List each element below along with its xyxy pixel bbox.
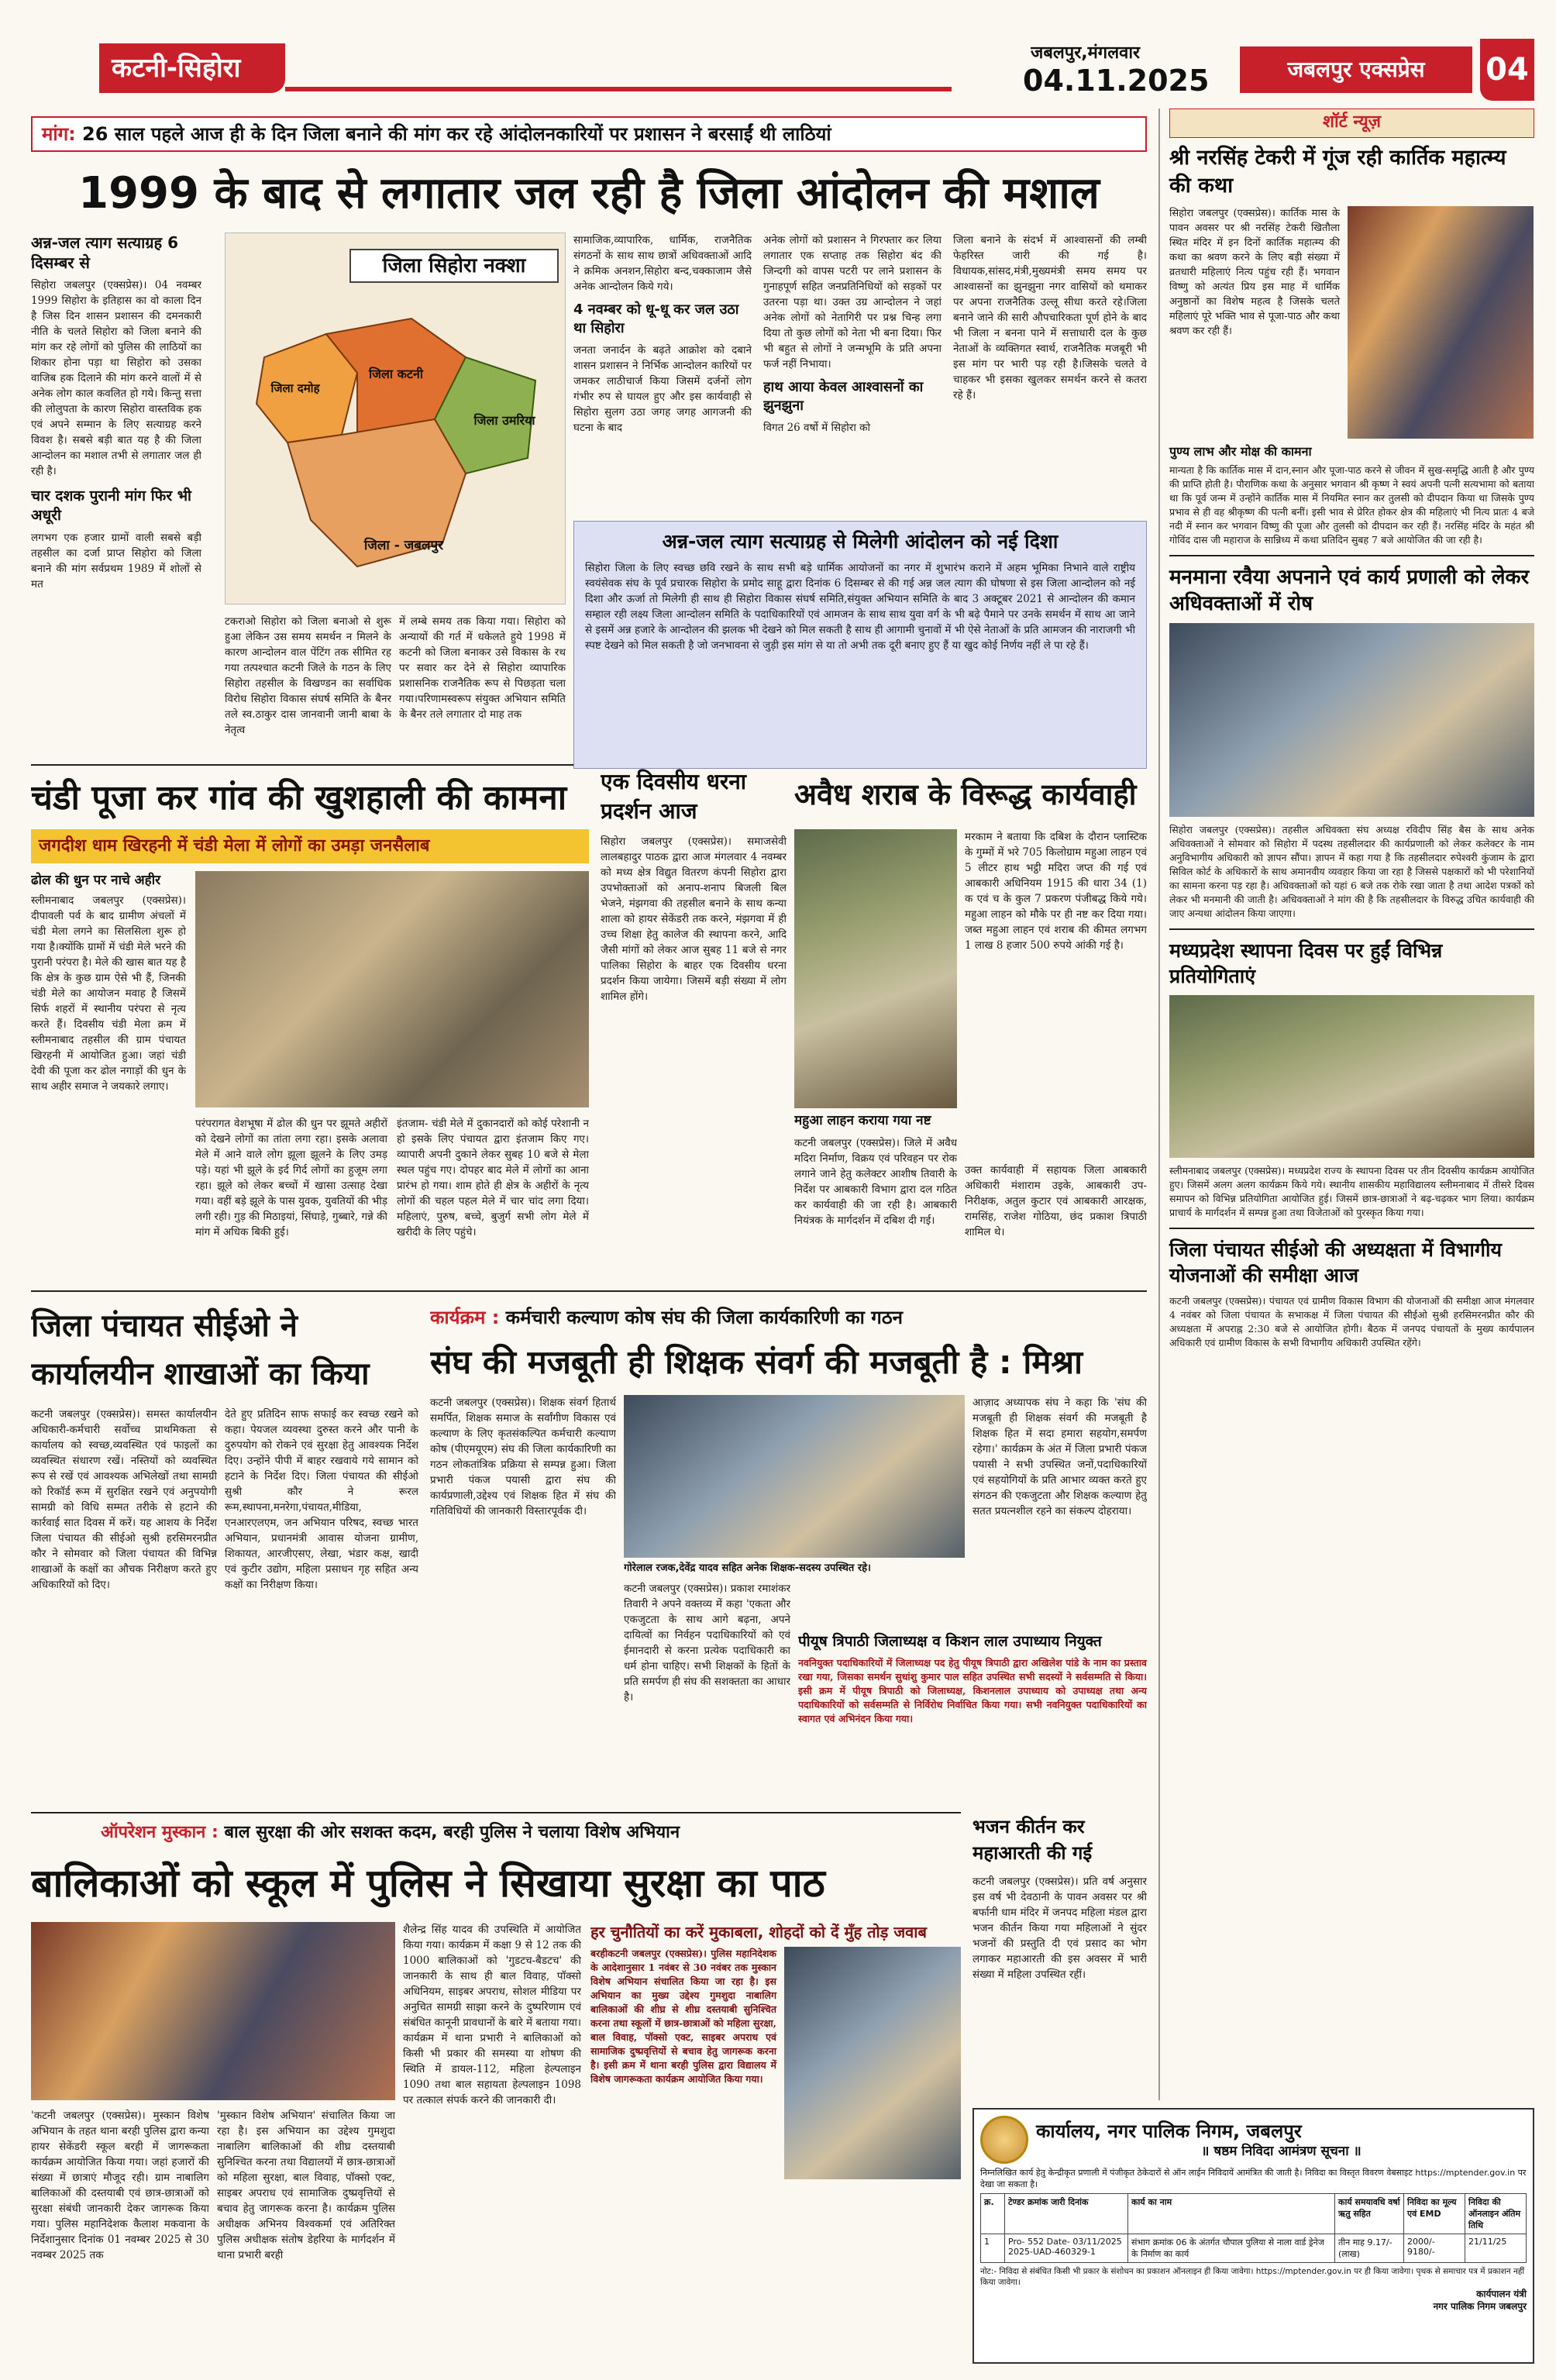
tender-cell-sn: 1 <box>981 2234 1005 2263</box>
lead-kicker-line <box>33 118 1145 150</box>
lead-col2-text: टकराओ सिहोरा को जिला बनाओ से शुरू हुआ लेकिन उस समय समर्थन न मिलने के कारण आन्दोलन वाल पेंटिंग तक सीमित रह गया तत्पश्चात कटनी जिले के गठन के लिए सिहोरा तहसील के विखण्डन का सर्वाधिक विरोध सिहोरा विकास संघर्ष समिति के बैनर तले स्व.ठाकुर दास जानवानी जानी बाबा के नेतृत्व <box>225 615 391 736</box>
lead-col5-text: अनेक लोगों को प्रशासन ने गिरफ्तार कर लिया लगातार एक सप्ताह तक सिहोरा बंद की जिन्दगी को वापस पटरी पर लाने प्रशासन के गुनाहपूर्ण सहित जनप्रतिनिधियों को सड़कों पर उतरना पड़ा था। उक्त उग्र आन्दोलन ने जहां अनेक लोगों को नेतागिरी पर प्रश्न चिन्ह लगा दिया तो कुछ लोगों को नेता भी बना दिया। फिर भी बहुत से लोगों ने जन्मभूमि के प्रति अपना फर्ज नहीं निभाया। <box>763 234 942 370</box>
tender-cell-cost: 2000/- 9180/- <box>1404 2234 1465 2263</box>
lead-col-4 <box>573 232 752 511</box>
masthead <box>0 0 1556 108</box>
chandi-sub: ढोल की धुन पर नाचे अहीर <box>31 873 161 888</box>
lead-sub-burning: 4 नवम्बर को धू-धू कर जल उठा था सिहोरा <box>573 301 739 336</box>
chandi-col-1 <box>31 871 186 1336</box>
teachers-headline: संघ की मजबूती ही शिक्षक संवर्ग की मजबूती है : मिश्रा <box>430 1343 1083 1381</box>
muskan-kicker <box>101 1817 961 1848</box>
teachers-col3-text: आज़ाद अध्यापक संघ ने कहा कि 'संघ की मजबूती ही शिक्षक संवर्ग की मजबूती है शिक्षक हित में सदा हमारा सहयोग,समर्पण रहेगा।' कार्यक्रम के अंत में जिला प्रभारी पंकज पयासी ने सभी उपस्थित जनों,पदाधिकारियों एवं सहयोगियों के प्रति आभार व्यक्त करते हुए संगठन की एकजुटता और शिक्षक कल्याण हेतु सतत प्रयत्नशील रहने का संकल्प दोहराया। <box>972 1397 1147 1517</box>
lead-sub-assurance: हाथ आया केवल आश्वासनों का झुनझुना <box>763 379 924 414</box>
tender-col-5: निविदा का मूल्य एवं EMD <box>1404 2194 1465 2234</box>
bhajan-headline: भजन कीर्तन कर महाआरती की गई <box>972 1816 1093 1864</box>
liquor-photo <box>794 829 957 1108</box>
appointment-headline: पीयूष त्रिपाठी जिलाध्यक्ष व किशन लाल उपाध्याय नियुक्त <box>798 1633 1102 1650</box>
muskan-col2-text: 'मुस्कान विशेष अभियान' संचालित किया जा रहा है। इस अभियान का उद्देश्य गुमशुदा नाबालिग बालिकाओं की शीघ्र दस्तयाबी सुनिश्चित करना तथा विद्यालयों में छात्र-छात्राओं को महिला सुरक्षा, बाल विवाह, पॉक्सो एक्ट, साइबर अपराध एवं सामाजिक दुष्प्रवृत्तियों से बचाव हेतु जागरूक करना है। कार्यक्रम पुलिस अधीक्षक अभिनय विश्वकर्मा एवं अतिरिक्त पुलिस अधीक्षक संतोष डेहरिया के मार्गदर्शन में थाना प्रभारी बरही <box>217 2110 395 2261</box>
ceo-headline: जिला पंचायत सीईओ ने कार्यालयीन शाखाओं का किया <box>31 1308 370 1392</box>
divider-ceo <box>31 1290 1147 1292</box>
teachers-col1-text: कटनी जबलपुर (एक्सप्रेस)। शिक्षक संवर्ग हितार्थ समर्पित, शिक्षक समाज के सर्वांगीण विकास एवं कल्याण के लिए कृतसंकल्पित कर्मचारी कल्याण कोष (पीएमयूएम) संघ की जिला कार्यकारिणी का गठन लोकतांत्रिक प्रक्रिया से सम्पन्न हुआ। जिला प्रभारी पंकज पयासी द्वारा संघ की कार्यप्रणाली,उद्देश्य एवं शिक्षक हित में संघ की गतिविधियों की जानकारी विस्तारपूर्वक दी। <box>430 1397 616 1517</box>
muskan-col-1 <box>31 2108 209 2364</box>
appointment-box <box>798 1631 1147 1817</box>
tender-cell-period: तीन माह 9.17/- (लाख) <box>1335 2234 1404 2263</box>
protest-story <box>601 767 787 1333</box>
muskan-kicker-text: बाल सुरक्षा की ओर सशक्त कदम, बरही पुलिस ने चलाया विशेष अभियान <box>224 1823 680 1842</box>
kartik-headline: श्री नरसिंह टेकरी में गूंज रही कार्तिक महात्म्य की कथा <box>1169 146 1506 198</box>
divider-muskan <box>31 1812 961 1813</box>
muskan-col4-row <box>590 1947 961 2179</box>
ceo-col1-text: कटनी जबलपुर (एक्सप्रेस)। समस्त कार्यालयीन अधिकारी-कर्मचारी सर्वोच्च प्राथमिकता से कार्यालय को स्वच्छ,व्यवस्थित एवं फाइलों का व्यवस्थित संधारण रखें। नस्तियों को व्यवस्थित रूप से रखें एवं आवश्यक अभिलेखों तथा सामग्री को रिकॉर्ड रूम में सुरक्षित रखने एवं अनुपयोगी सामग्री को विधि सम्मत तरीके से हटाने की कार्रवाई सात दिवस में करें। यह आशय के निर्देश जिला पंचायत की सीईओ सुश्री हरसिमरनप्रीत कौर ने सोमवार को जिला पंचायत की विभिन्न शाखाओं के कक्षों का औचक निरीक्षण करते हुए अधिकारियों को दिए। <box>31 1408 217 1591</box>
tender-intro: निम्नलिखित कार्य हेतु केन्द्रीकृत प्रणाली में पंजीकृत ठेकेदारों से ऑन लाईन निविदायें आमंत्रित की जाती है। निविदा का विस्तृत विवरण वेबसाइट https://mptender.gov.in पर देखा जा सकता है। <box>980 2168 1527 2189</box>
liquor-col2-text: कटनी जबलपुर (एक्सप्रेस)। जिले में अवैध मदिरा निर्माण, विक्रय एवं परिवहन पर रोक लगाने जाने हेतु कलेक्टर आशीष तिवारी के निर्देश पर आबकारी विभाग द्वारा दल गठित कर कार्यवाही की जा रही है। आबकारी नियंत्रक के मार्गदर्शन में दबिश दी गई। <box>794 1137 957 1227</box>
mpday-photo <box>1169 995 1534 1158</box>
teachers-kicker <box>430 1302 1147 1333</box>
muskan-headline: बालिकाओं को स्कूल में पुलिस ने सिखाया सुरक्षा का पाठ <box>31 1861 825 1906</box>
chandi-col1-text: स्लीमनाबाद जबलपुर (एक्सप्रेस)। दीपावली पर्व के बाद ग्रामीण अंचलों में चंडी मेला लगने का सिलसिला शुरू हो गया है।क्योंकि ग्रामों में चंडी मेले भरने की पुरानी परंपरा है। मेले की खास बात यह है कि क्षेत्र के कुछ ग्राम ऐसे भी हैं, जिनकी चंडी मेले का आयोजन मवाह है जिसमें सिर्फ शहरों में स्थानीय परंपरा से नृत्य करते हैं। दिवसीय चंडी मेला क्रम में स्लीमनाबाद तहसील की ग्राम पंचायत खिरहनी में आयोजित हुआ। जहां चंडी देवी की पूजा कर ढोल नगाड़ों की धुन के साथ अहीर समाज ने जयकारे लगाए। <box>31 894 186 1093</box>
lead-col-5 <box>763 232 942 511</box>
map-label-jabalpur: जिला - जबलपुर <box>363 538 444 553</box>
ceo-col-2 <box>225 1407 418 1810</box>
advocates-photo <box>1169 623 1534 817</box>
chandi-headline: चंडी पूजा कर गांव की खुशहाली की कामना <box>31 778 567 818</box>
short-news-rail <box>1158 108 1534 2100</box>
appointment-text: नवनियुक्त पदाधिकारियों में जिलाध्यक्ष पद हेतु पीयूष त्रिपाठी द्वारा अखिलेश पांडे के नाम का प्रस्ताव रखा गया, जिसका समर्थन सुधांशु कुमार पाल सहित उपस्थित सभी सदस्यों ने सर्वसम्मति से किया। इसी क्रम में पीयूष त्रिपाठी को जिलाध्यक्ष, किशनलाल उपाध्याय को उपाध्यक्ष तथा अन्य पदाधिकारियों को सर्वसम्मति से निर्विरोध निर्वाचित किया गया। सभी नवनियुक्त पदाधिकारियों का स्वागत एवं अभिनंदन किया गया। <box>798 1657 1147 1724</box>
liquor-headline: अवैध शराब के विरूद्ध कार्यवाही <box>794 777 1137 811</box>
kartik-text: सिहोरा जबलपुर (एक्सप्रेस)। कार्तिक मास के पावन अवसर पर श्री नरसिंह टेकरी खितौला स्थित मंदिर में इन दिनों कार्तिक महात्म्य की कथा का श्रवण करने के लिए बड़ी संख्या में व्रतधारी महिलाएं नित्य पहुंच रही हैं। भगवान विष्णु को अत्यंत प्रिय इस माह में धार्मिक अनुष्ठानों का विशेष महत्व है जिसके चलते महिलाएं पूरे भक्ति भाव से पूजा-पाठ और कथा श्रवण कर रही हैं। <box>1169 208 1340 337</box>
short-news-header <box>1169 108 1534 138</box>
tender-signature <box>980 2288 1527 2313</box>
page-number-text: 04 <box>1485 52 1529 88</box>
tender-col-3: कार्य का नाम <box>1128 2194 1335 2234</box>
lead-col6-text: जिला बनाने के संदर्भ में आश्वासनों की लम्बी फेहरिस्त जारी की गई है।विधायक,सांसद,मंत्री,मुख्यमंत्री समय समय पर आश्वासनों का झुनझुना नगर वासियों को थमाकर पर अपना राजनैतिक उल्लू सीधा करते रहे।जिला बनाने जाने की सारी औपचारिकता पूर्ण होने के बाद भी जिला न बनना पाने में सत्ताधारी दल के कुछ नेताओं के व्यक्तिगत स्वार्थ, राजनैतिक मजबूरी भी इस मांग पर भारी पड़ रही है।जिसके चलते वे चाहकर भी इसका खुलकर समर्थन करने से कतरा रहे हैं। <box>953 234 1147 401</box>
chandi-col3-text: इंतजाम- चंडी मेले में दुकानदारों को कोई परेशानी न हो इसके लिए पंचायत द्वारा इंतजाम किए गए। व्यापारी अपनी दुकाने लेकर सुबह 10 बजे से मेला स्थल पहुंच गए। दोपहर बाद मेले में लोगों का आना प्रारंभ हो गया। शाम होते ही क्षेत्र के अहीरों के नृत्य लोगों की चहल पहल मेले में चार चांद लगा दिया। महिलाएं, पुरुष, बच्चे, बुजुर्ग सभी लोग मेले में खरीदी के लिए पहुंचे। <box>397 1118 589 1238</box>
lead-sub-fast: अन्न-जल त्याग सत्याग्रह 6 दिसम्बर से <box>31 233 179 272</box>
muskan-col-4 <box>590 1922 961 2364</box>
section-title: कटनी-सिहोरा <box>112 53 241 84</box>
lead-kicker-label: मांग: <box>42 123 76 145</box>
red-rule-left <box>285 87 952 91</box>
city-day: जबलपुर,मंगलवार <box>1031 43 1141 63</box>
mpday-text: स्लीमनाबाद जबलपुर (एक्सप्रेस)। मध्यप्रदेश राज्य के स्थापना दिवस पर तीन दिवसीय कार्यक्रम आयोजित हुए। जिसमें अलग अलग कार्यक्रम किये गये। स्थानीय शासकीय महाविद्यालय स्लीमनाबाद में तीसरे दिवस समापन को विभिन्न प्रतियोगिता आयोजित हुई। जिसमें छात्र-छात्राओं ने बढ़-चढ़कर भाग लिया। कार्यक्रम प्राचार्य के मार्गदर्शन में सम्पन्न हुआ तथा विजेताओं को पुरस्कृत किया गया। <box>1169 1165 1534 1218</box>
bhajan-story <box>972 1813 1147 2108</box>
teachers-kicker-label: कार्यक्रम : <box>430 1307 500 1328</box>
kartik-sub: पुण्य लाभ और मोक्ष की कामना <box>1169 444 1312 459</box>
divider-review <box>1169 1228 1534 1229</box>
teachers-col-2 <box>624 1581 790 1813</box>
chandi-band-text: जगदीश धाम खिरहनी में चंडी मेला में लोगों का उमड़ा जनसैलाब <box>39 836 430 856</box>
protest-headline: एक दिवसीय धरना प्रदर्शन आज <box>601 769 747 824</box>
tender-sign-1: कार्यपालन यंत्री <box>1476 2289 1527 2299</box>
tender-header-row <box>981 2194 1527 2234</box>
teachers-caption: गोरेलाल रजक,देवेंद्र यादव सहित अनेक शिक्षक-सदस्य उपस्थित रहे। <box>624 1562 871 1574</box>
lead-col5b-text: विगत 26 वर्षो में सिहोरा को <box>763 422 870 434</box>
tender-office: कार्यालय, नगर पालिक निगम, जबलपुर <box>1036 2120 1302 2142</box>
lead-box-text: सिहोरा जिला के लिए स्वच्छ छवि रखने के साथ सभी बड़े धार्मिक आयोजनों का नगर में शुभारंभ कराने में अहम भूमिका निभाने वाले राष्ट्रीय स्वयंसेवक संघ के पूर्व प्रचारक सिहोरा के प्रमोद साहू द्वारा दिनांक 6 दिसम्बर से की गई अन्न जल त्याग की घोषणा से इस जिला आन्दोलन को नई दिशा और ऊर्जा तो मिलेगी ही साथ ही सिहोरा विकास संघर्ष समिति,संयुक्त अभियान समिति के बाद 3 अक्टूबर 2021 से आन्दोलन की कमान सम्हाल रही लक्ष्य जिला आन्दोलन समिति के पदाधिकारियों एवं आमजन के साथ साथ युवा वर्ग के भी बढ़े पैमाने पर उनके समर्थन में साथ आ जाने से इसमें अन्न हजारे के आन्दोलन की झलक भी देखने को मिल सकती है साथ ही आगामी चुनावों में भी ऐसे नेताओं के प्रति आमजन की नाराजगी भी स्पष्ट देखने को मिल सकती है जो जनभावना से जुड़ी इस मांग से या तो अभी तक दूरी बनाए हुए हैं या खुद कोई निर्णय नहीं ले पा रहे हैं। <box>585 562 1135 652</box>
tender-col-1: क्र. <box>981 2194 1005 2234</box>
lead-col1b-text: लगभग एक हजार ग्रामों वाली सबसे बड़ी तहसील का दर्जा प्राप्त सिहोरा को जिला बनाने की मांग सर्वप्रथम 1989 में शोलों से मत <box>31 532 201 591</box>
section-label <box>99 43 285 93</box>
lead-sub-demand: चार दशक पुरानी मांग फिर भी अधूरी <box>31 487 191 524</box>
review-headline: जिला पंचायत सीईओ की अध्यक्षता में विभागीय योजनाओं की समीक्षा आज <box>1169 1238 1502 1286</box>
lead-kicker <box>31 116 1147 152</box>
muskan-col-3 <box>403 1922 581 2364</box>
paper-name-text: जबलपुर एक्सप्रेस <box>1287 57 1425 82</box>
liquor-col3-text: उक्त कार्यवाही में सहायक जिला आबकारी अधिकारी मंशाराम उइके, आबकारी उप-निरीक्षक, अतुल कुटार एवं आबकारी आरक्षक, रामसिंह, राजेश गोठिया, छंद प्रकाश त्रिपाठी शामिल थे। <box>965 1164 1147 1238</box>
ceo-col2-text: देते हुए प्रतिदिन साफ सफाई कर स्वच्छ रखने को कहा। पेयजल व्यवस्था दुरुस्त करने और पानी के दुरुपयोग को रोकने एवं सुरक्षा हेतु आवश्यक निर्देश दिए। उन्होंने पीपी में बाहर रखवाये गये सामान को हटाने के निर्देश दिए। जिला पंचायत की सीईओ सुश्री कौर ने रूरल रूम,स्थापना,मनरेगा,पंचायत,मीडिया, एनआरएलएम, जन अभियान परिषद, स्वच्छ भारत अभियान, प्रधानमंत्री आवास योजना ग्रामीण, शिकायत, आरजीएसए, लेखा, भंडार कक्ष, खादी एवं कुटीर उद्योग, महिला प्रसाधन गृह सहित अन्य कक्षों का निरीक्षण किया। <box>225 1408 418 1591</box>
issue-date: 04.11.2025 <box>1023 64 1210 98</box>
divider-advocates <box>1169 555 1534 556</box>
lead-col4-text: सामाजिक,व्यापारिक, धार्मिक, राजनैतिक संगठनों के साथ साथ छात्रों अधिवक्ताओं आदि ने क्रमिक अनशन,सिहोरा बन्द,चक्काजाम जैसे अनेक आन्दोलन किये गये। <box>573 234 752 293</box>
tender-col-2: टेण्डर क्रमांक जारी दिनांक <box>1005 2194 1128 2234</box>
lead-col3-text: में लम्बे समय तक किया गया। सिहोरा को अन्यायों की गर्त में धकेलते हुये 1998 में कटनी को जिला बनाकर उसे विकास के रथ पर सवार कर देने से सिहोरा व्यापारिक प्रशासनिक राजनैतिक रूप से पिछड़ता चला गया।परिणामस्वरूप संयुक्त अभियान समिति के बैनर तले लगातार दो माह तक <box>399 615 566 721</box>
tender-cell-work: संभाग क्रमांक 06 के अंतर्गत चौपाल पुलिया से नाला वार्ड ड्रेनेज के निर्माण का कार्य <box>1128 2234 1335 2263</box>
tender-titles <box>1036 2120 1527 2160</box>
tender-notice-title: ॥ षष्ठम निविदा आमंत्रण सूचना ॥ <box>1201 2144 1362 2159</box>
district-map <box>225 232 566 604</box>
muskan-col4-text: बरहीकटनी जबलपुर (एक्सप्रेस)। पुलिस महानिदेशक के आदेशानुसार 1 नवंबर से 30 नवंबर तक मुस्कान विशेष अभियान संचालित किया जा रहा है। इस अभियान का मुख्य उद्देश्य गुमशुदा नाबालिग बालिकाओं की शीघ्र से शीघ्र दस्तयाबी सुनिश्चित करना तथा स्कूलों में छात्र-छात्राओं को महिला सुरक्षा, बाल विवाह, पॉक्सो एक्ट, साइबर अपराध एवं सामाजिक दुष्प्रवृत्तियों से बचाव हेतु जागरूक करना है। इसी क्रम में थाना बरही पुलिस द्वारा विद्यालय में विशेष जागरूकता कार्यक्रम आयोजित किया गया। <box>590 1948 776 2085</box>
liquor-caption: महुआ लाहन कराया गया नष्ट <box>794 1113 931 1128</box>
tender-cell-date: 21/11/25 <box>1465 2234 1527 2263</box>
chandi-band <box>31 829 589 863</box>
tender-notice <box>972 2108 1534 2364</box>
liquor-col-1 <box>965 829 1147 1155</box>
muskan-kicker-line <box>101 1817 961 1848</box>
lead-kicker-text: 26 साल पहले आज ही के दिन जिला बनाने की मांग कर रहे आंदोलनकारियों पर प्रशासन ने बरसाईं थी लाठियां <box>82 123 831 145</box>
tender-cell-no: Pro- 552 Date- 03/11/2025 2025-UAD-460329-1 <box>1005 2234 1128 2263</box>
lead-col-6 <box>953 232 1147 511</box>
paper-name <box>1240 46 1472 93</box>
map-label-damoh: जिला दमोह <box>270 381 320 395</box>
muskan-col3-text: शैलेन्द्र सिंह यादव की उपस्थिति में आयोजित किया गया। कार्यक्रम में कक्षा 9 से 12 तक की 1000 बालिकाओं को 'गुडटच-बैडटच' की जानकारी के साथ ही बाल विवाह, पॉक्सो अधिनियम, साइबर अपराध, सोशल मीडिया पर अनुचित सामग्री साझा करने के दुष्परिणाम एवं संबंधित कानूनी प्रावधानों के बारे में बताया गया। कार्यक्रम में थाना प्रभारी ने बालिकाओं को किसी भी प्रकार की समस्या या शोषण की स्थिति में डायल-112, महिला हेल्पलाइन 1090 तथा बाल सहायता हेल्पलाइन 1098 पर तत्काल संपर्क करने की जानकारी दी। <box>403 1924 581 2106</box>
lead-col4b-text: जनता जनार्दन के बढ़ते आक्रोश को दबाने शासन प्रशासन ने निर्भिक आन्दोलन कारियों पर जमकर लाठीचार्ज किया जिसमें दर्जनों लोग गंभीर रुप से घायल हुए और इस कार्यवाही से सिहोरा सुलग उठा जगह जगह आगजनी की घटना के बाद <box>573 344 752 434</box>
muskan-photo <box>31 1922 395 2100</box>
emblem-icon <box>980 2116 1028 2164</box>
map-label-katni: जिला कटनी <box>369 367 423 381</box>
lead-box-title: अन्न-जल त्याग सत्याग्रह से मिलेगी आंदोलन को नई दिशा <box>662 530 1059 553</box>
divider-chandi <box>31 764 573 766</box>
tender-note: नोट:- निविदा से संबंधित किसी भी प्रकार के संशोधन का प्रकाशन ऑनलाइन ही किया जावेगा। https://mptender.gov.in पर ही किया जावेगा। पृथक से समाचार पत्र में प्रकाशन नहीं किया जावेगा। <box>980 2267 1525 2287</box>
teachers-col2-text: कटनी जबलपुर (एक्सप्रेस)। प्रकाश रमाशंकर तिवारी ने अपने वक्तव्य में कहा 'एकता और एकजुटता के साथ आगे बढ़ना, अपने दायित्वों का निर्वहन पदाधिकारियों को एवं ईमानदारी से करना प्रत्येक पदाधिकारी का धर्म होना चाहिए। सभी शिक्षकों के हितों के प्रति समर्पण ही संघ की सशक्तता का आधार है। <box>624 1583 790 1703</box>
ceo-col-1 <box>31 1407 217 1810</box>
lead-box <box>573 521 1147 769</box>
teachers-photo <box>624 1395 965 1558</box>
tender-table <box>980 2193 1527 2263</box>
divider-mpday <box>1169 928 1534 930</box>
tender-row <box>981 2234 1527 2263</box>
teachers-kicker-text: कर्मचारी कल्याण कोष संघ की जिला कार्यकारिणी का गठन <box>505 1307 904 1328</box>
advocates-text: सिहोरा जबलपुर (एक्सप्रेस)। तहसील अधिवक्ता संघ अध्यक्ष रविदीप सिंह बैस के साथ अनेक अधिवक्ताओं ने सोमवार को सिहोरा में पदस्थ तहसीलदार की कार्यप्रणाली को लेकर कलेक्टर के नाम अनुविभागीय अधिकारी को ज्ञापन सौंपा। ज्ञापन में कहा गया है कि तहसीलदार रुपेश्वरी कुंजाम के द्वारा सिविल कोर्ट के अधिकारों के साथ अमानवीय व्यवहार किया जा रहा है जिससे पक्षकारों को भी परेशानियों का सामना करना पड़ रहा है। अधिवक्ताओं को यहां 6 बजे तक रोके रखा जाता है तथा आदेश पत्रकों को लेकर भी मनमानी की जाती है। अधिवक्ताओं ने मांग की है कि तहसीलदार के विरुद्ध उचित कार्यवाही की जाए अन्यथा आंदोलन किया जाएगा। <box>1169 824 1534 919</box>
muskan-col-2 <box>217 2108 395 2364</box>
chandi-photo <box>195 871 589 1107</box>
page-number <box>1480 39 1534 101</box>
teachers-col-1 <box>430 1395 616 1813</box>
kartik-photo <box>1348 206 1534 439</box>
tender-sign-2: नगर पालिक निगम जबलपुर <box>1433 2301 1527 2312</box>
tender-col-4: कार्य समयावधि वर्षा ऋतु सहित <box>1335 2194 1404 2234</box>
teachers-col-3 <box>972 1395 1147 1627</box>
map-label-umaria: जिला उमरिया <box>473 413 535 428</box>
teachers-kicker-line <box>430 1302 1147 1333</box>
lead-col-1 <box>31 232 201 930</box>
lead-headline: 1999 के बाद से लगातार जल रही है जिला आंदोलन की मशाल <box>78 168 1100 219</box>
lead-col1-text: सिहोरा जबलपुर (एक्सप्रेस)। 04 नवम्बर 1999 सिहोरा के इतिहास का वो काला दिन है जिस दिन शासन प्रशासन की दमनकारी नीति के चलते सिहोरा को जिला बनाने की मांग कर रहे लोगों को पुलिस की लाठियों का शिकार होना पड़ा था सिहोरा को उसका वाजिब हक दिलाने की मांग करने वालों में से अनेक लोग काल कवलित हो गये। किन्तु सत्ता की लोलुपता के कारण सिहोरा वास्तविक हक एवं अपने सम्मान के लिए सत्याग्रह करने विवश है। सबसे बड़ी बात यह है की जिला आन्दोलन का मशाल तभी से लगातार जल ही रही है। <box>31 279 201 477</box>
map-title: जिला सिहोरा नक्शा <box>349 249 559 283</box>
advocates-headline: मनमाना रवैया अपनाने एवं कार्य प्रणाली को लेकर अधिवक्ताओं में रोष <box>1169 566 1530 615</box>
muskan-col1-text: 'कटनी जबलपुर (एक्सप्रेस)। मुस्कान विशेष अभियान के तहत थाना बरही पुलिस द्वारा कन्या हायर सेकेंडरी स्कूल बरही में जागरूकता कार्यक्रम आयोजित किया गया। जहां हजारों की संख्या में छात्राएं मौजूद रही। ग्राम नाबालिग बालिकाओं की दस्तयाबी एवं छात्र-छात्राओं को सुरक्षा संबंधी जानकारी देकर जागरूक किया गया। पुलिस महानिदेशक कैलाश मकवाना के निर्देशानुसार दिनांक 01 नवम्बर 2025 से 30 नवम्बर 2025 तक <box>31 2110 209 2261</box>
liquor-col1-text: मरकाम ने बताया कि दबिश के दौरान प्लास्टिक के गुम्मों में भरे 705 किलोग्राम महुआ लाहन एवं 5 लीटर हाथ भट्ठी मदिरा जप्त की गई एवं आबकारी अधिनियम 1915 की धारा 34 (1) क एवं च के कुल 7 प्रकरण पंजीबद्ध किये गये। महुआ लाहन को मौके पर ही नष्ट कर दिया गया। जब्त महुआ लाहन एवं शराब की कीमत लगभग 1 लाख 8 हजार 500 रुपये आंकी गई है। <box>965 831 1147 952</box>
tender-header <box>980 2116 1527 2164</box>
review-text: कटनी जबलपुर (एक्सप्रेस)। पंचायत एवं ग्रामीण विकास विभाग की योजनाओं की समीक्षा आज मंगलवार 4 नवंबर को जिला पंचायत के सभाकक्ष में जिला पंचायत की सीईओ सुश्री हरसिमरनप्रीत कौर की अध्यक्षता में अपराह्न 2:30 बजे से आयोजित होगी। बैठक में जनपद पंचायतों के मुख्य कार्यपालन अधिकारी एवं ग्रामीण विकास के सभी विभागीय अधिकारी उपस्थित रहेंगे। <box>1169 1295 1534 1348</box>
kartik-row <box>1169 206 1534 439</box>
mpday-headline: मध्यप्रदेश स्थापना दिवस पर हुईं विभिन्न प्रतियोगिताएं <box>1169 939 1443 987</box>
protest-text: सिहोरा जबलपुर (एक्सप्रेस)। समाजसेवी लालबहादुर पाठक द्वारा आज मंगलवार 4 नवम्बर को मध्य क्षेत्र विद्युत वितरण कंपनी सिहोरा द्वारा उपभोक्ताओं को अनाप-शनाप बिजली बिल भेजने, मंझगवा की तहसील बनाने के साथ कन्या शाला को हायर सेकेंडरी तक करने, मंझगवा में ही उच्च शिक्षा हेतु कालेज की स्थापना करने, आदि जैसी मांगों को लेकर आज सुबह 11 बजे से नगर पालिका सिहोरा के बाहर एक दिवसीय धरना प्रदर्शन किया जायेगा। जिसमें बड़ी संख्या में लोग शामिल होंगे। <box>601 835 787 1003</box>
muskan-photo-2 <box>784 1947 961 2179</box>
muskan-col4-title: हर चुनौतियों का करें मुकाबला, शोहदों को दें मुँह तोड़ जवाब <box>590 1923 927 1941</box>
bhajan-text: कटनी जबलपुर (एक्सप्रेस)। प्रति वर्ष अनुसार इस वर्ष भी देवठानी के पावन अवसर पर श्री बर्फानी धाम मंदिर में जनपद महिला मंडल द्वारा भजन कीर्तन किया गया महिलाओं ने सुंदर भजनों की प्रस्तुति दी एवं प्रसाद का भोग लगाकर महाआरती की इस अवसर में भारी संख्या में महिला उपस्थित रहीं। <box>972 1875 1147 1981</box>
kartik-text-2: मान्यता है कि कार्तिक मास में दान,स्नान और पूजा-पाठ करने से जीवन में सुख-समृद्धि आती है और पुण्य की प्राप्ति होती है। पौराणिक कथा के अनुसार भगवान श्री कृष्ण ने स्वयं अपनी पत्नी सत्यभामा को बताया था कि पूर्व जन्म में उन्होंने कार्तिक मास में नियमित स्नान कर तुलसी को दीपदान किया था जिसके पुण्य प्रभाव से ही वह श्रीकृष्ण की पत्नी बनीं। इसी भाव से प्रेरित होकर क्षेत्र की महिलाएं भी नित्य प्रातः 4 बजे नदी में स्नान कर भगवान विष्णु की पूजा और तुलसी को दीपदान कर रही हैं। नरसिंह मंदिर के महंत श्री गोविंद दास जी महाराज के सान्निध्य में कथा प्रतिदिन सुबह 7 बजे आयोजित की जा रही है। <box>1169 464 1534 546</box>
muskan-kicker-label: ऑपरेशन मुस्कान : <box>101 1823 219 1842</box>
chandi-col2-text: परंपरागत वेशभूषा में ढोल की धुन पर झूमते अहीरों को देखने लोगों का तांता लगा रहा। इसके अलावा मेले में आने वाले लोग झूला झूलने के लिए उमड़ पड़े। यहां भी झूले के इर्द गिर्द लोगों का हुजूम लगा रहा। झूले को लेकर बच्चों में खासा उत्साह देखा गया। वहीं बड़े झूले के पास युवक, युवतियों की भीड़ लगी रही। गुड़ की मिठाइयां, सिंघाड़े, गुब्बारे, गन्ने की मांग में अधिक बिकी हुई। <box>195 1118 387 1238</box>
short-news-header-text: शॉर्ट न्यूज़ <box>1323 112 1381 132</box>
tender-col-6: निविदा की ऑनलाइन अंतिम तिथि <box>1465 2194 1527 2234</box>
